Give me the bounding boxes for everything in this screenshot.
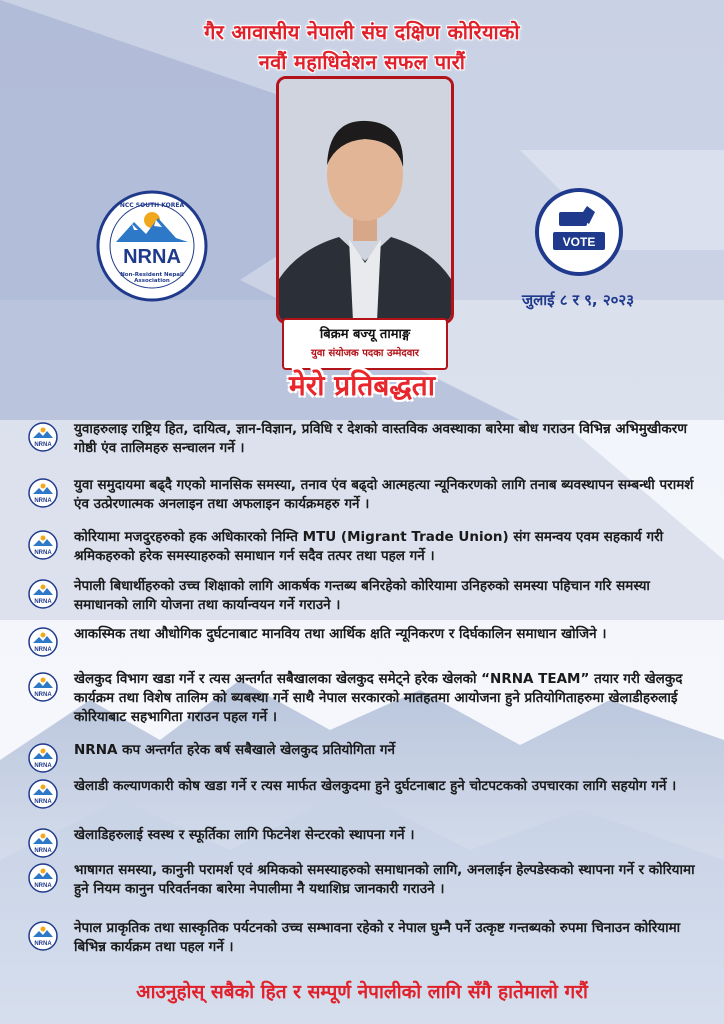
nrna-bullet-icon [28, 779, 58, 809]
svg-text:NRNA: NRNA [34, 799, 52, 805]
pledge-text: खेलकुद विभाग खडा गर्ने र त्यस अन्तर्गत सबैखालका खेलकुद समेट्ने हरेक खेलको “NRNA TEAM” तयार गरी खेलकुद कार्यक्रम तथा विशेष तालिम को ब्यबस्था गर्ने साथै नेपाल सरकारको मातहतमा आयोजना हुने प्रतियोगिताहरुमा खेलाडीहरुलाई कोरियाबाट सहभागिता गराउन पहल गर्ने । [74, 671, 683, 725]
nrna-logo [96, 190, 208, 302]
candidate-name: बिक्रम बज्यू तामाङ्ग [319, 327, 411, 342]
nrna-bullet-icon [28, 422, 58, 452]
nrna-bullet-icon [28, 743, 58, 773]
headline-line-2: नवौं महाधिवेशन सफल पारौं [258, 50, 466, 74]
svg-text:NRNA: NRNA [34, 599, 52, 605]
election-date: जुलाई ८ र ९, २०२३ [521, 291, 635, 309]
svg-text:NRNA: NRNA [34, 692, 52, 698]
svg-text:NRNA: NRNA [34, 941, 52, 947]
pledge-text: युवा समुदायमा बढ्दै गएको मानसिक समस्या, तनाव एंव बढ्दो आत्महत्या न्यूनिकरणको लागि तनाब ब्यवस्थापन सम्बन्धी परामर्श एंव उत्प्रेरणात्मक अनलाइन तथा अफलाइन कार्यक्रमहरु गर्ने । [74, 477, 694, 512]
pledge-text: NRNA कप अन्तर्गत हरेक बर्ष सबैखाले खेलकुद प्रतियोगिता गर्ने [74, 742, 395, 758]
pledge-text: खेलाडिहरुलाई स्वस्थ र स्फूर्तिका लागि फिटनेश सेन्टरको स्थापना गर्ने । [74, 827, 415, 843]
nrna-bullet-icon [28, 672, 58, 702]
pledge-text: युवाहरुलाइ राष्ट्रिय हित, दायित्व, ज्ञान-विज्ञान, प्रविधि र देशको वास्तविक अवस्थाका बारेमा बोध गराउन विभिन्न अभिमुखीकरण गोष्ठी एंव तालिमहरु सन्चालन गर्ने । [74, 421, 687, 456]
nrna-ring-text: Non-Resident Nepali Association [120, 272, 184, 284]
svg-text:NRNA: NRNA [34, 550, 52, 556]
pledge-text: भाषागत समस्या, कानुनी परामर्श एवं श्रमिकको समस्याहरुको समाधानको लागि, अनलाईन हेल्पडेस्कको स्थापना गर्ने र कोरियामा हुने नियम कानुन परिवर्तनका बारेमा नेपालीमा नै यथाशिघ्र जानकारी गराउने । [74, 862, 695, 897]
nrna-top-text: NCC SOUTH KOREA [119, 202, 185, 209]
nrna-letters: NRNA [123, 246, 181, 268]
nrna-bullet-icon [28, 921, 58, 951]
pledge-text: खेलाडी कल्याणकारी कोष खडा गर्ने र त्यस मार्फत खेलकुदमा हुने दुर्घटनाबाट हुने चोटपटकको उपचारका लागि सहयोग गर्ने । [74, 778, 677, 794]
section-title: मेरो प्रतिबद्धता [289, 369, 435, 402]
pledge-item [28, 826, 704, 858]
nrna-bullet-icon [28, 828, 58, 858]
pledge-item [28, 861, 704, 899]
nrna-bullet-icon [28, 478, 58, 508]
svg-text:NRNA: NRNA [34, 647, 52, 653]
pledge-item [28, 777, 704, 809]
vote-badge [535, 188, 623, 276]
vote-label: VOTE [562, 235, 596, 249]
nrna-bullet-icon [28, 530, 58, 560]
pledge-text: नेपाल प्राकृतिक तथा सास्कृतिक पर्यटनको उच्च सम्भावना रहेको र नेपाल घुम्नै पर्ने उत्कृष्ट गन्तब्यको रुपमा चिनाउन कोरियामा बिभिन्न कार्यक्रम तथा पहल गर्ने । [74, 920, 681, 955]
pledge-text: आकस्मिक तथा औधोगिक दुर्घटनाबाट मानविय तथा आर्थिक क्षति न्यूनिकरण र दिर्घकालिन समाधान खोजिने । [74, 626, 607, 642]
pledge-item [28, 670, 704, 727]
headline-line-1: गैर आवासीय नेपाली संघ दक्षिण कोरियाको [204, 20, 520, 44]
nrna-bullet-icon [28, 863, 58, 893]
pledge-text: कोरियामा मजदुरहरुको हक अधिकारको निम्ति MTU (Migrant Trade Union) संग समन्वय एवम सहकार्य गरी श्रमिकहरुको हरेक समस्याहरुको समाधान गर्न सदैव तत्पर तथा पहल गर्ने । [74, 529, 664, 564]
nrna-bullet-icon [28, 579, 58, 609]
svg-text:NRNA: NRNA [34, 883, 52, 889]
candidate-name-box [282, 318, 448, 370]
svg-text:NRNA: NRNA [34, 442, 52, 448]
svg-text:NRNA: NRNA [34, 498, 52, 504]
pledge-item [28, 919, 704, 957]
pledge-item [28, 476, 704, 514]
pledge-item [28, 625, 704, 657]
nrna-bullet-icon [28, 627, 58, 657]
pledge-item [28, 528, 704, 566]
pledge-item [28, 420, 704, 458]
svg-text:NRNA: NRNA [34, 848, 52, 854]
pledge-text: नेपाली बिधार्थीहरुको उच्च शिक्षाको लागि आकर्षक गन्तब्य बनिरहेको कोरियामा उनिहरुको समस्या पहिचान गरि समस्या समाधानको लागि योजना तथा कार्यान्वयन गर्ने गराउने । [74, 578, 650, 613]
footer-slogan: आउनुहोस् सबैको हित र सम्पूर्ण नेपालीको लागि सँगै हातेमालो गरौं [136, 981, 588, 1003]
portrait-illustration [279, 79, 451, 321]
candidate-role: युवा संयोजक पदका उम्मेदवार [311, 348, 419, 359]
svg-text:NRNA: NRNA [34, 763, 52, 769]
candidate-photo [276, 76, 454, 324]
pledge-item [28, 741, 704, 773]
pledge-item [28, 577, 704, 615]
